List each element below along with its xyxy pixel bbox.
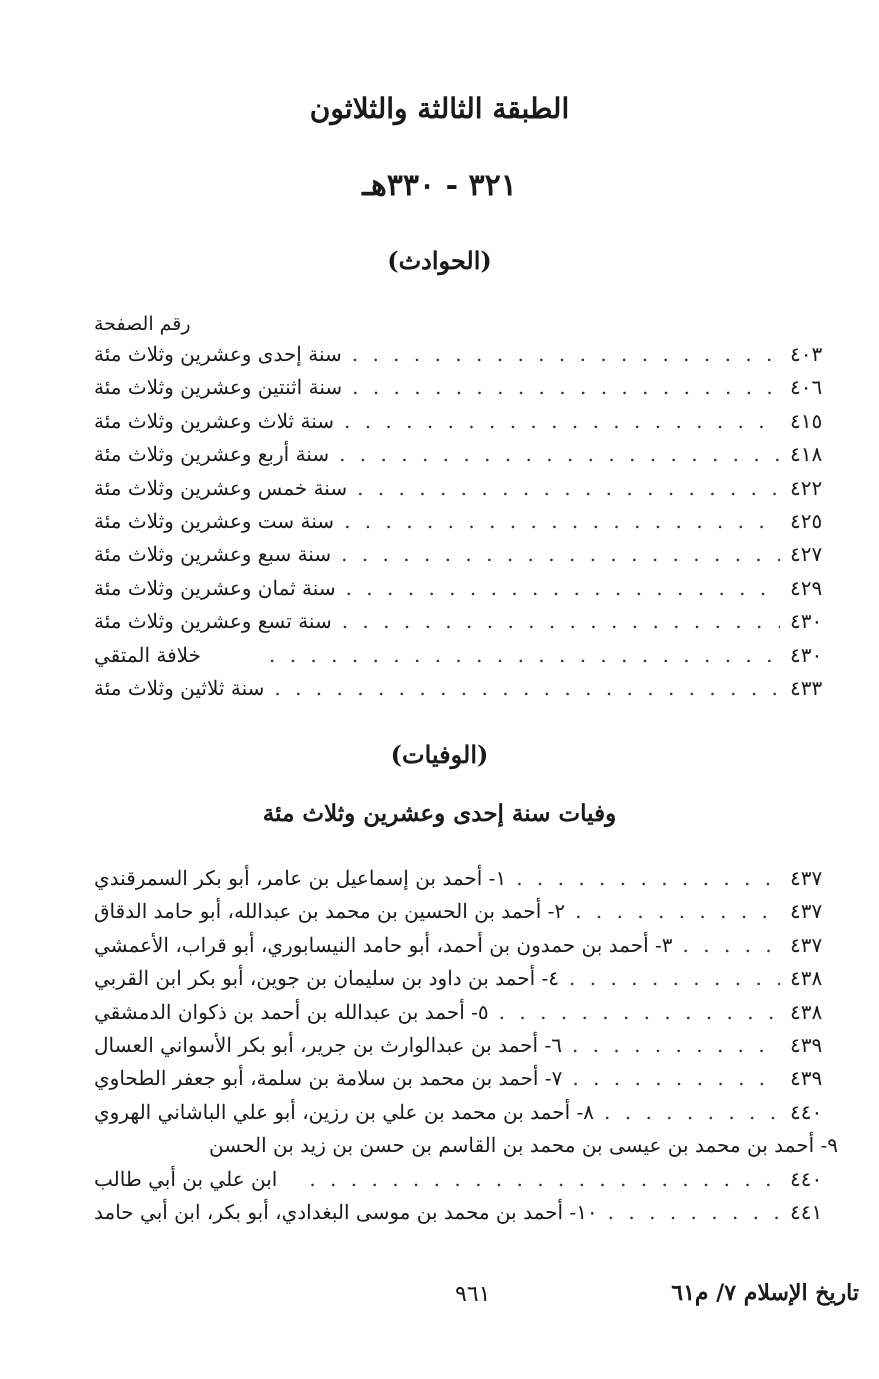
- leader-dots: [274, 676, 780, 700]
- leader-dots: [683, 933, 780, 957]
- toc-entry-page: ٤٢٩: [790, 575, 823, 600]
- toc-entry-label: ٣- أحمد بن حمدون بن أحمد، أبو حامد النيسابوري، أبو قراب، الأعمشي: [94, 932, 673, 957]
- leader-dots: [341, 542, 780, 566]
- toc-entry-page: ٤٢٢: [790, 475, 823, 500]
- year-range: ٣٢١ - ٣٣٠هـ: [362, 168, 517, 203]
- leader-dots: [342, 609, 780, 633]
- toc-entry[interactable]: [94, 643, 838, 676]
- footer-page-number: ٩٦١: [455, 1282, 491, 1307]
- leader-dots: [499, 1000, 780, 1024]
- toc-entry-label: ٥- أحمد بن عبدالله بن أحمد بن ذكوان الدمشقي: [94, 999, 489, 1024]
- toc-entry-label-continued: ابن علي بن أبي طالب: [94, 1166, 278, 1191]
- toc-entry-page: ٤٤٠: [790, 1099, 823, 1124]
- toc-entry-page: ٤١٨: [790, 442, 823, 467]
- toc-entry[interactable]: [94, 409, 838, 442]
- leader-dots: [352, 342, 780, 366]
- toc-entry-page: ٤٣٩: [790, 1066, 823, 1091]
- toc-entry-label: ٦- أحمد بن عبدالوارث بن جرير، أبو بكر الأسواني العسال: [94, 1032, 562, 1057]
- page-number-column-label: رقم الصفحة: [94, 313, 191, 335]
- toc-entry-label: سنة ثمان وعشرين وثلاث مئة: [94, 575, 336, 600]
- leader-dots: [572, 1033, 780, 1057]
- leader-dots: [569, 966, 780, 990]
- toc-entry[interactable]: [94, 1100, 838, 1133]
- leader-dots: [344, 509, 780, 533]
- toc-entry-page: ٤٣٠: [790, 609, 823, 634]
- toc-entry-page: ٤٠٣: [790, 342, 823, 366]
- toc-entry-label: سنة سبع وعشرين وثلاث مئة: [94, 542, 332, 567]
- toc-entry[interactable]: [94, 1200, 838, 1233]
- toc-entry-label: ٢- أحمد بن الحسين بن محمد بن عبدالله، أبو حامد الدقاق: [94, 899, 566, 924]
- toc-entry[interactable]: [94, 609, 838, 642]
- toc-entry-label: ١٠- أحمد بن محمد بن موسى البغدادي، أبو بكر، ابن أبي حامد: [94, 1199, 598, 1224]
- toc-entry-label: ٩- أحمد بن محمد بن عيسى بن محمد بن القاسم بن حسن بن زيد بن الحسن: [209, 1133, 838, 1158]
- toc-entry-continuation[interactable]: [94, 1167, 838, 1200]
- leader-dots: [344, 409, 780, 433]
- toc-entry[interactable]: [94, 1000, 838, 1033]
- leader-dots: [516, 866, 780, 890]
- toc-entry[interactable]: [94, 576, 838, 609]
- toc-entry[interactable]: [94, 442, 838, 475]
- toc-entry[interactable]: [94, 966, 838, 999]
- toc-entry-label: ٨- أحمد بن محمد بن علي بن رزين، أبو علي الباشاني الهروي: [94, 1099, 595, 1124]
- toc-entry[interactable]: [94, 899, 838, 932]
- toc-entry-page: ٤٣٧: [790, 899, 823, 924]
- leader-dots: [339, 442, 780, 466]
- toc-entry[interactable]: [94, 676, 838, 709]
- toc-entry-page: ٤١٥: [790, 408, 823, 433]
- toc-entry-page: ٤٣٣: [790, 675, 823, 700]
- toc-entry-label: سنة أربع وعشرين وثلاث مئة: [94, 442, 330, 467]
- toc-entry-label: سنة خمس وعشرين وثلاث مئة: [94, 475, 348, 500]
- leader-dots: [357, 476, 780, 500]
- toc-entry[interactable]: [94, 342, 838, 375]
- toc-entry-label: سنة تسع وعشرين وثلاث مئة: [94, 609, 332, 634]
- toc-entry-label: خلافة المتقي: [94, 642, 201, 667]
- toc-entry-page: ٤٢٧: [790, 542, 823, 567]
- leader-dots: [604, 1100, 780, 1124]
- toc-entry-label: سنة ثلاثين وثلاث مئة: [94, 675, 265, 700]
- toc-entry[interactable]: [94, 375, 838, 408]
- toc-entry-label: ٧- أحمد بن محمد بن سلامة بن سلمة، أبو جعفر الطحاوي: [94, 1066, 563, 1091]
- toc-entry-page: ٤٠٦: [790, 375, 823, 400]
- leader-dots: [575, 899, 780, 923]
- toc-entry-page: ٤٣٩: [790, 1032, 823, 1057]
- page-title: الطبقة الثالثة والثلاثون: [309, 92, 570, 125]
- toc-entry-page: ٤٣٠: [790, 642, 823, 667]
- events-toc: [94, 342, 838, 709]
- toc-entry-page: ٤٤١: [790, 1199, 823, 1224]
- toc-entry-page: ٤٣٧: [790, 866, 823, 890]
- toc-entry-label: سنة ست وعشرين وثلاث مئة: [94, 508, 335, 533]
- events-heading: (الحوادث): [387, 246, 492, 275]
- deaths-subheading: وفيات سنة إحدى وعشرين وثلاث مئة: [262, 800, 617, 827]
- leader-dots: [572, 1066, 780, 1090]
- deaths-toc: [94, 866, 838, 1233]
- toc-entry[interactable]: [94, 1066, 838, 1099]
- toc-entry-label: سنة إحدى وعشرين وثلاث مئة: [94, 342, 342, 366]
- leader-dots: [309, 1167, 780, 1191]
- toc-entry-page: ٤٣٨: [790, 966, 823, 991]
- toc-entry-page: ٤٤٠: [790, 1166, 823, 1191]
- toc-entry-label: سنة ثلاث وعشرين وثلاث مئة: [94, 408, 334, 433]
- toc-entry[interactable]: [94, 866, 838, 899]
- toc-entry-label: سنة اثنتين وعشرين وثلاث مئة: [94, 375, 343, 400]
- toc-entry[interactable]: [94, 542, 838, 575]
- leader-dots: [269, 643, 780, 667]
- toc-entry-page: ٤٣٨: [790, 999, 823, 1024]
- toc-entry-page: ٤٢٥: [790, 508, 823, 533]
- leader-dots: [608, 1200, 780, 1224]
- toc-entry-page: ٤٣٧: [790, 932, 823, 957]
- toc-entry-label: ٤- أحمد بن داود بن سليمان بن جوين، أبو بكر ابن القربي: [94, 966, 560, 991]
- toc-entry-label: ١- أحمد بن إسماعيل بن عامر، أبو بكر السمرقندي: [94, 866, 507, 890]
- toc-entry[interactable]: [94, 1033, 838, 1066]
- toc-entry[interactable]: [94, 933, 838, 966]
- footer-book-reference: تاريخ الإسلام ٧/ م٦١: [671, 1280, 859, 1306]
- toc-entry[interactable]: [94, 476, 838, 509]
- toc-entry[interactable]: [94, 1133, 838, 1166]
- toc-entry[interactable]: [94, 509, 838, 542]
- leader-dots: [352, 375, 780, 399]
- leader-dots: [346, 576, 780, 600]
- deaths-heading: (الوفيات): [390, 740, 489, 769]
